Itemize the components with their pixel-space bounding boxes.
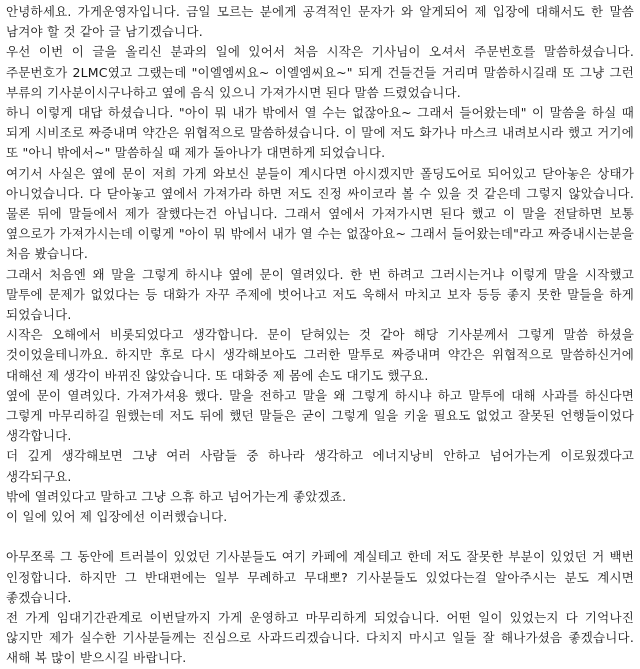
paragraph-closing: 전 가게 임대기간관계로 이번달까지 가게 운영하고 마무리하게 되었습니다. 어떤 일이 있었는지 다 기억나진 않지만 제가 실수한 기사분들께는 진심으로 사과드리겠습니다. 다치지 마시고 일들 잘 해나가셨음 좋겠습니다. 새해 복 많이 받으시길 바랍니다. [6,610,634,666]
paragraph-door-explanation: 여기서 사실은 옆에 문이 저희 가게 와보신 분들이 계시다면 아시겠지만 폴딩도어로 되어있고 닫아놓은 상태가 아니었습니다. 다 닫아놓고 옆에서 가져가라 하면 저도 진정 싸이코라 볼 수 있을 것 같은데 그렇지 않았습니다. 물론 뒤에 말들에서 제가 잘했다는건 아닙니다. 그래서 옆에서 가져가시면 된다 했고 이 말을 전달하면 보통 옆으로가 가져가시는데 이렇게 "아이 뭐 밖에서 내가 열 수는 없잖아요~ 그래서 들어왔는데"라고 짜증내시는분을 처음 봤습니다. [6,165,634,262]
paragraph-incident-start: 우선 이번 이 글을 올리신 분과의 일에 있어서 처음 시작은 기사님이 오셔서 주문번호를 말씀하셨습니다. 주문번호가 2LMC였고 그랬는데 "이엘엠씨요~ 이엘엠씨요~" 되게 건들건들 거리며 말씀하시길래 또 그냥 그런 부류의 기사분이시구나하고 옆에 음식 있으니 가져가시면 된다 말씀 드렸었습니다. [6,44,634,100]
paragraph-reply: 하니 이렇게 대답 하셨습니다. "아이 뭐 내가 밖에서 열 수는 없잖아요~ 그래서 들어왔는데" 이 말씀을 하실 때 되게 시비조로 짜증내며 약간은 위협적으로 말씀하셨습니다. 이 말에 저도 화가나 마스크 내려보시라 했고 거기에 또 "아니 밖에서~" 말씀하실 때 제가 돌아나가 대면하게 되었습니다. [6,105,634,161]
paragraph-greeting: 안녕하세요. 가게운영자입니다. 금일 모르는 분에게 공격적인 문자가 와 알게되어 제 입장에 대해서도 한 말씀 남겨야 할 것 같아 글 남기겠습니다. [6,4,634,40]
paragraph-better-option: 밖에 열려있다고 말하고 그냥 으휴 하고 넘어가는게 좋았겠죠. [6,488,347,504]
paragraph-position: 이 일에 있어 제 입장에선 이러했습니다. [6,509,228,525]
paragraph-spacer [6,527,634,547]
paragraph-misunderstanding: 시작은 오해에서 비롯되었다고 생각합니다. 문이 닫혀있는 것 같아 해당 기사분께서 그렇게 말씀 하셨을 것이었을테니까요. 하지만 후로 다시 생각해보아도 그러한 말투로 짜증내며 약간은 위협적으로 말씀하신거에 대해선 제 생각이 바뀌진 않았습니다. 또 대화중 제 몸에 손도 대기도 했구요. [6,327,634,383]
paragraph-argument: 그래서 처음엔 왜 말을 그렇게 하시냐 옆에 문이 열려있다. 한 번 하려고 그러시는거냐 이렇게 말을 시작했고 말투에 문제가 없었다는 등 대화가 자꾸 주제에 벗어나고 저도 욱해서 마치고 보자 등등 좋지 못한 말들을 하게 되었습니다. [6,266,634,323]
paragraph-acknowledgement: 아무쪼록 그 동안에 트러블이 있었던 기사분들도 여기 카페에 계실테고 한데 저도 잘못한 부분이 있었던 거 백번 인정합니다. 하지만 그 반대편에는 일부 무례하고 무대뽀? 기사분들도 있었다는걸 알아주시는 분도 계시면 좋겠습니다. [6,549,634,605]
paragraph-deeper-thought: 더 깊게 생각해보면 그냥 여러 사람들 중 하나라 생각하고 에너지낭비 안하고 넘어가는게 이로웠겠다고 생각되구요. [6,448,634,484]
paragraph-reflection: 옆에 문이 열려있다. 가져가셔용 했다. 말을 전하고 말을 왜 그렇게 하시냐 하고 말투에 대해 사과를 하신다면 그렇게 마무리하길 원했는데 저도 뒤에 했던 말들은 굳이 그렇게 일을 키울 필요도 없었고 잘못된 언행들이었다 생각합니다. [6,387,634,444]
